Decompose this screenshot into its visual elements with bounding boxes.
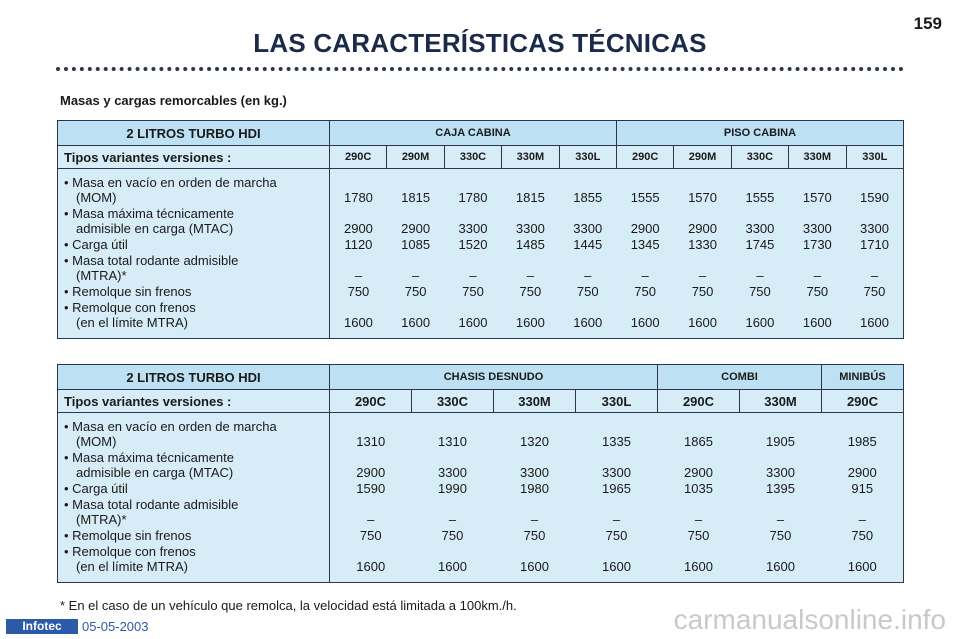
value-cell: 1590 [356, 481, 386, 496]
versions-label: Tipos variantes versiones : [58, 390, 330, 413]
row-label-line: • Masa total rodante admisible [64, 497, 239, 512]
page-number: 159 [913, 14, 942, 33]
table-row [58, 413, 904, 451]
versions-row [58, 146, 904, 169]
row-label-line: • Carga útil [64, 237, 128, 252]
value-cell: 750 [404, 284, 427, 299]
value-cell: 1600 [494, 544, 576, 583]
spec-table-2 [57, 364, 904, 583]
table-row [58, 237, 904, 253]
value-cell: 1730 [802, 237, 832, 252]
value-cell: – [530, 512, 539, 527]
value-cell: 1965 [602, 481, 631, 496]
value-cell: 2900 [401, 221, 431, 236]
value-cell: 750 [769, 528, 792, 543]
value-cell: 1520 [458, 237, 488, 252]
value-cell: 1600 [731, 300, 788, 339]
value-cell: 750 [806, 284, 829, 299]
value-cell: 750 [347, 284, 370, 299]
value-cell: 2900 [688, 221, 717, 236]
version-cell: 330C [731, 146, 788, 169]
value-cell: 1555 [630, 190, 660, 205]
row-label-line: • Remolque sin frenos [64, 284, 192, 299]
value-cell: 1600 [559, 300, 616, 339]
row-label-line: (MOM) [76, 190, 117, 205]
value-cell: 750 [749, 284, 771, 299]
version-cell: 330L [559, 146, 616, 169]
row-label-line: • Remolque con frenos [64, 300, 196, 315]
value-cell: 1085 [401, 237, 431, 252]
row-label [58, 237, 330, 253]
version-cell: 290M [674, 146, 731, 169]
value-cell: 750 [634, 284, 656, 299]
group-header: COMBI [658, 365, 822, 390]
value-cell: 3300 [802, 221, 832, 236]
version-cell: 330M [494, 390, 576, 413]
value-cell: – [641, 268, 649, 283]
value-cell: 3300 [745, 221, 775, 236]
value-cell: – [411, 268, 420, 283]
footnote: * En el caso de un vehículo que remolca, la velocidad está limitada a 100km./h. [60, 598, 517, 613]
value-cell: 1780 [343, 190, 373, 205]
value-cell: 3300 [846, 206, 903, 237]
value-cell: 1865 [684, 434, 713, 449]
value-cell: 2900 [684, 465, 713, 480]
row-label [58, 528, 330, 544]
row-label-line: • Remolque sin frenos [64, 528, 192, 543]
value-cell: 1310 [438, 434, 467, 449]
version-cell: 290C [658, 390, 740, 413]
value-cell: 3300 [458, 221, 488, 236]
value-cell: 1345 [630, 237, 660, 252]
row-label-line: admisible en carga (MTAC) [76, 221, 234, 236]
value-cell: 3300 [520, 465, 549, 480]
value-cell: 1600 [740, 544, 822, 583]
row-label [58, 300, 330, 339]
row-label-line: (MTRA)* [76, 512, 127, 527]
value-cell: 1905 [766, 434, 795, 449]
value-cell: 1600 [789, 300, 846, 339]
row-label [58, 169, 330, 207]
group-header: CAJA CABINA [330, 121, 617, 146]
value-cell: 1570 [688, 190, 717, 205]
value-cell: 1600 [846, 300, 903, 339]
row-label [58, 481, 330, 497]
value-cell: 1330 [688, 237, 717, 252]
row-label-line: • Masa en vacío en orden de marcha [64, 175, 277, 190]
version-cell: 330M [502, 146, 559, 169]
table-row [58, 169, 904, 207]
value-cell: 1335 [602, 434, 631, 449]
group-header-row [58, 121, 904, 146]
value-cell: 1985 [822, 413, 904, 451]
table-row [58, 206, 904, 237]
row-label-line: • Masa máxima técnicamente [64, 206, 235, 221]
version-cell: 330C [412, 390, 494, 413]
version-cell: 330M [789, 146, 846, 169]
page-title: LAS CARACTERÍSTICAS TÉCNICAS [253, 28, 707, 58]
row-label [58, 497, 330, 528]
row-label-line: admisible en carga (MTAC) [76, 465, 234, 480]
value-cell: 750 [605, 528, 628, 543]
value-cell: 1035 [684, 481, 713, 496]
row-label [58, 544, 330, 583]
value-cell: 1445 [573, 237, 603, 252]
value-cell: 1600 [330, 544, 412, 583]
group-header: PISO CABINA [616, 121, 903, 146]
value-cell: 915 [822, 481, 904, 497]
table-row [58, 544, 904, 583]
table-row [58, 497, 904, 528]
value-cell: – [584, 268, 592, 283]
row-label [58, 284, 330, 300]
infotec-logo: Infotec [6, 619, 78, 634]
value-cell: – [822, 497, 904, 528]
value-cell: 1980 [520, 481, 549, 496]
value-cell: 750 [523, 528, 546, 543]
value-cell: – [526, 268, 534, 283]
engine-label: 2 LITROS TURBO HDI [58, 121, 330, 146]
group-header: CHASIS DESNUDO [330, 365, 658, 390]
value-cell: 750 [691, 284, 714, 299]
engine-label: 2 LITROS TURBO HDI [58, 365, 330, 390]
value-cell: 1855 [573, 190, 603, 205]
watermark: carmanualsonline.info [673, 604, 946, 635]
value-cell: – [776, 512, 785, 527]
row-label [58, 206, 330, 237]
value-cell: 1600 [412, 544, 494, 583]
table-row [58, 528, 904, 544]
value-cell: 750 [519, 284, 542, 299]
row-label [58, 450, 330, 481]
version-cell: 290C [616, 146, 673, 169]
row-label [58, 413, 330, 451]
table-row [58, 450, 904, 481]
value-cell: 1485 [515, 237, 545, 252]
document-date: 05-05-2003 [82, 619, 149, 634]
value-cell: 1815 [515, 190, 545, 205]
version-cell: 290C [330, 390, 412, 413]
row-label-line: • Masa en vacío en orden de marcha [64, 419, 277, 434]
value-cell: – [813, 268, 821, 283]
value-cell: 1555 [745, 190, 775, 205]
value-cell: 1310 [356, 434, 386, 449]
value-cell: 1600 [616, 300, 673, 339]
value-cell: 1395 [766, 481, 795, 496]
value-cell: 1990 [438, 481, 467, 496]
value-cell: 750 [441, 528, 464, 543]
version-cell: 290C [330, 146, 387, 169]
value-cell: 1815 [401, 190, 431, 205]
row-label-line: • Masa máxima técnicamente [64, 450, 235, 465]
version-cell: 330L [846, 146, 903, 169]
value-cell: – [756, 268, 764, 283]
value-cell: 3300 [438, 465, 467, 480]
table-row [58, 300, 904, 339]
value-cell: 1600 [387, 300, 444, 339]
value-cell: 1600 [502, 300, 559, 339]
version-cell: 330M [740, 390, 822, 413]
value-cell: 1590 [846, 169, 903, 207]
version-cell: 330L [576, 390, 658, 413]
versions-row [58, 390, 904, 413]
value-cell: 2900 [822, 450, 904, 481]
value-cell: 1120 [344, 237, 373, 252]
value-cell: 3300 [602, 465, 631, 480]
row-label-line: • Masa total rodante admisible [64, 253, 239, 268]
value-cell: 1600 [444, 300, 501, 339]
versions-label: Tipos variantes versiones : [58, 146, 330, 169]
dotted-divider [56, 67, 904, 71]
value-cell: 1570 [802, 190, 832, 205]
value-cell: 3300 [766, 465, 795, 480]
value-cell: 1600 [674, 300, 731, 339]
version-cell: 290M [387, 146, 444, 169]
value-cell: 3300 [515, 221, 545, 236]
row-label-line: • Carga útil [64, 481, 128, 496]
table-row [58, 284, 904, 300]
value-cell: 3300 [573, 221, 603, 236]
value-cell: 750 [576, 284, 599, 299]
row-label-line: • Remolque con frenos [64, 544, 196, 559]
group-header: MINIBÚS [822, 365, 904, 390]
value-cell: 1600 [822, 544, 904, 583]
value-cell: – [354, 268, 363, 283]
value-cell: 2900 [356, 465, 386, 480]
value-cell: 750 [462, 284, 484, 299]
row-label-line: (MOM) [76, 434, 117, 449]
value-cell: 2900 [343, 221, 373, 236]
value-cell: 750 [822, 528, 904, 544]
value-cell: 2900 [630, 221, 660, 236]
table-row [58, 253, 904, 284]
row-label [58, 253, 330, 284]
version-cell: 330C [444, 146, 501, 169]
value-cell: 750 [359, 528, 382, 543]
value-cell: 1780 [458, 190, 488, 205]
value-cell: – [367, 512, 375, 527]
value-cell: 1600 [576, 544, 658, 583]
value-cell: – [469, 268, 477, 283]
value-cell: – [694, 512, 703, 527]
value-cell: 1600 [330, 300, 387, 339]
value-cell: – [846, 253, 903, 284]
value-cell: 1600 [658, 544, 740, 583]
section-title: Masas y cargas remorcables (en kg.) [60, 93, 287, 108]
value-cell: – [612, 512, 621, 527]
value-cell: – [698, 268, 707, 283]
group-header-row [58, 365, 904, 390]
value-cell: 1320 [520, 434, 549, 449]
value-cell: 750 [687, 528, 710, 543]
spec-table-1 [57, 120, 904, 339]
value-cell: 750 [846, 284, 903, 300]
value-cell: 1710 [846, 237, 903, 253]
value-cell: 1745 [745, 237, 775, 252]
row-label-line: (MTRA)* [76, 268, 127, 283]
version-cell: 290C [822, 390, 904, 413]
row-label-line: (en el límite MTRA) [76, 315, 188, 330]
value-cell: – [448, 512, 457, 527]
table-row [58, 481, 904, 497]
row-label-line: (en el límite MTRA) [76, 559, 188, 574]
